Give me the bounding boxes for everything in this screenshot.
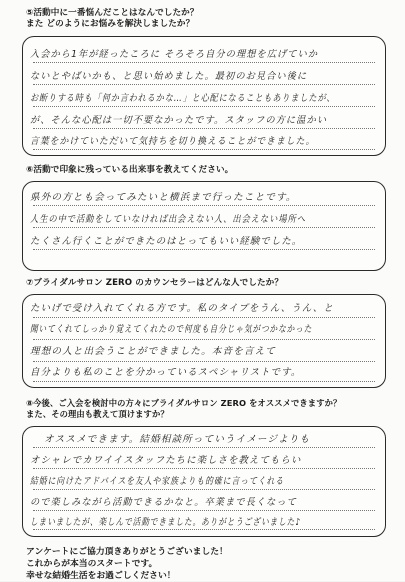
rule	[33, 489, 375, 490]
question-6-label	[26, 165, 233, 176]
closing-line-3: 幸せな結婚生活をお過ごしください！	[26, 571, 176, 581]
answer-5-line-4: が、そんな心配は一切不要なかったです。スタッフの方に温かい	[30, 115, 327, 126]
rule	[33, 339, 375, 340]
rule	[33, 447, 375, 448]
question-7-line-1: ⑦ブライダルサロン ZERO のカウンセラーはどんな人でしたか？	[26, 278, 284, 288]
rule	[33, 128, 375, 129]
question-5-line-2: また どのようにお悩みを解決しましたか？	[26, 19, 195, 29]
answer-6-line-3: たくさん行くことができたのはとってもいい経験でした。	[30, 236, 303, 247]
closing-line-1: アンケートにご協力頂きありがとうございました！	[26, 547, 228, 557]
answer-7-line-2: 聞いてくれてしっかり覚えてくれたので何度も自分じゃ気がつかなかった	[30, 324, 313, 335]
question-8-label	[26, 398, 341, 420]
answer-8-line-3: 結婚に向けたアドバイスを友人や家族よりも的確に言ってくれる	[30, 476, 285, 487]
rule	[33, 361, 375, 362]
answer-5-line-1: 入会から1年が経ったころに そろそろ自分の理想を広げていか	[30, 49, 319, 60]
rule	[33, 149, 375, 150]
answer-5-line-3: お断りする時も「何か言われるかな…」と心配になることもありましたが、	[30, 93, 336, 104]
question-7-label	[26, 278, 283, 289]
answer-8-line-2: オシャレでカワイイスタッフたちに楽しさを教えてもらい	[30, 455, 302, 466]
rule	[33, 227, 375, 228]
question-5-label	[26, 8, 199, 30]
question-5-line-1: ⑤活動中に一番悩んだことはなんでしたか？	[26, 8, 199, 18]
rule	[33, 106, 375, 107]
answer-7-line-4: 自分よりも私のことを分かっているスペシャリストです。	[30, 367, 302, 378]
rule	[33, 84, 375, 85]
answer-8-line-5: しまいましたが、楽しんで活動できました。ありがとうございました♪	[30, 517, 301, 528]
rule	[33, 249, 375, 250]
answer-8-line-4: ので楽しみながら活動できるかなと。卒業まで長くなって	[30, 497, 297, 508]
question-8-line-2: また、その理由も教えて頂けますか？	[26, 409, 169, 419]
rule	[33, 62, 375, 63]
answer-7-line-3: 理想の人と出会うことができました。本音を言えて	[30, 346, 276, 357]
question-8-line-1: ⑧今後、ご入会を検討中の方々にブライダルサロン ZERO をオススメできますか？	[26, 398, 342, 408]
rule	[33, 468, 375, 469]
rule	[33, 510, 375, 511]
closing-message	[26, 546, 228, 582]
question-6-line-1: ⑥活動で印象に残っている出来事を教えてください。	[26, 165, 234, 175]
rule	[33, 205, 375, 206]
answer-6-line-1: 県外の方とも会ってみたいと横浜まで行ったことです。	[30, 192, 297, 203]
rule	[33, 317, 375, 318]
rule	[33, 529, 375, 530]
answer-5-line-5: 言葉をかけていただいて気持ちを切り換えることができました。	[30, 136, 316, 147]
rule	[33, 381, 375, 382]
closing-line-2: これからが本当のスタートです。	[26, 559, 158, 569]
answer-8-line-1: オススメできます。結婚相談所っていうイメージよりも	[44, 434, 311, 445]
answer-6-line-2: 人生の中で活動をしていなければ出会えない人、出会えない場所へ	[30, 214, 306, 225]
answer-7-line-1: たいげで受け入れてくれる方です。私のタイプをうん、うん、と	[30, 303, 334, 314]
answer-5-line-2: ないとやばいかも、と思い始めました。最初のお見合い後に	[30, 71, 308, 82]
